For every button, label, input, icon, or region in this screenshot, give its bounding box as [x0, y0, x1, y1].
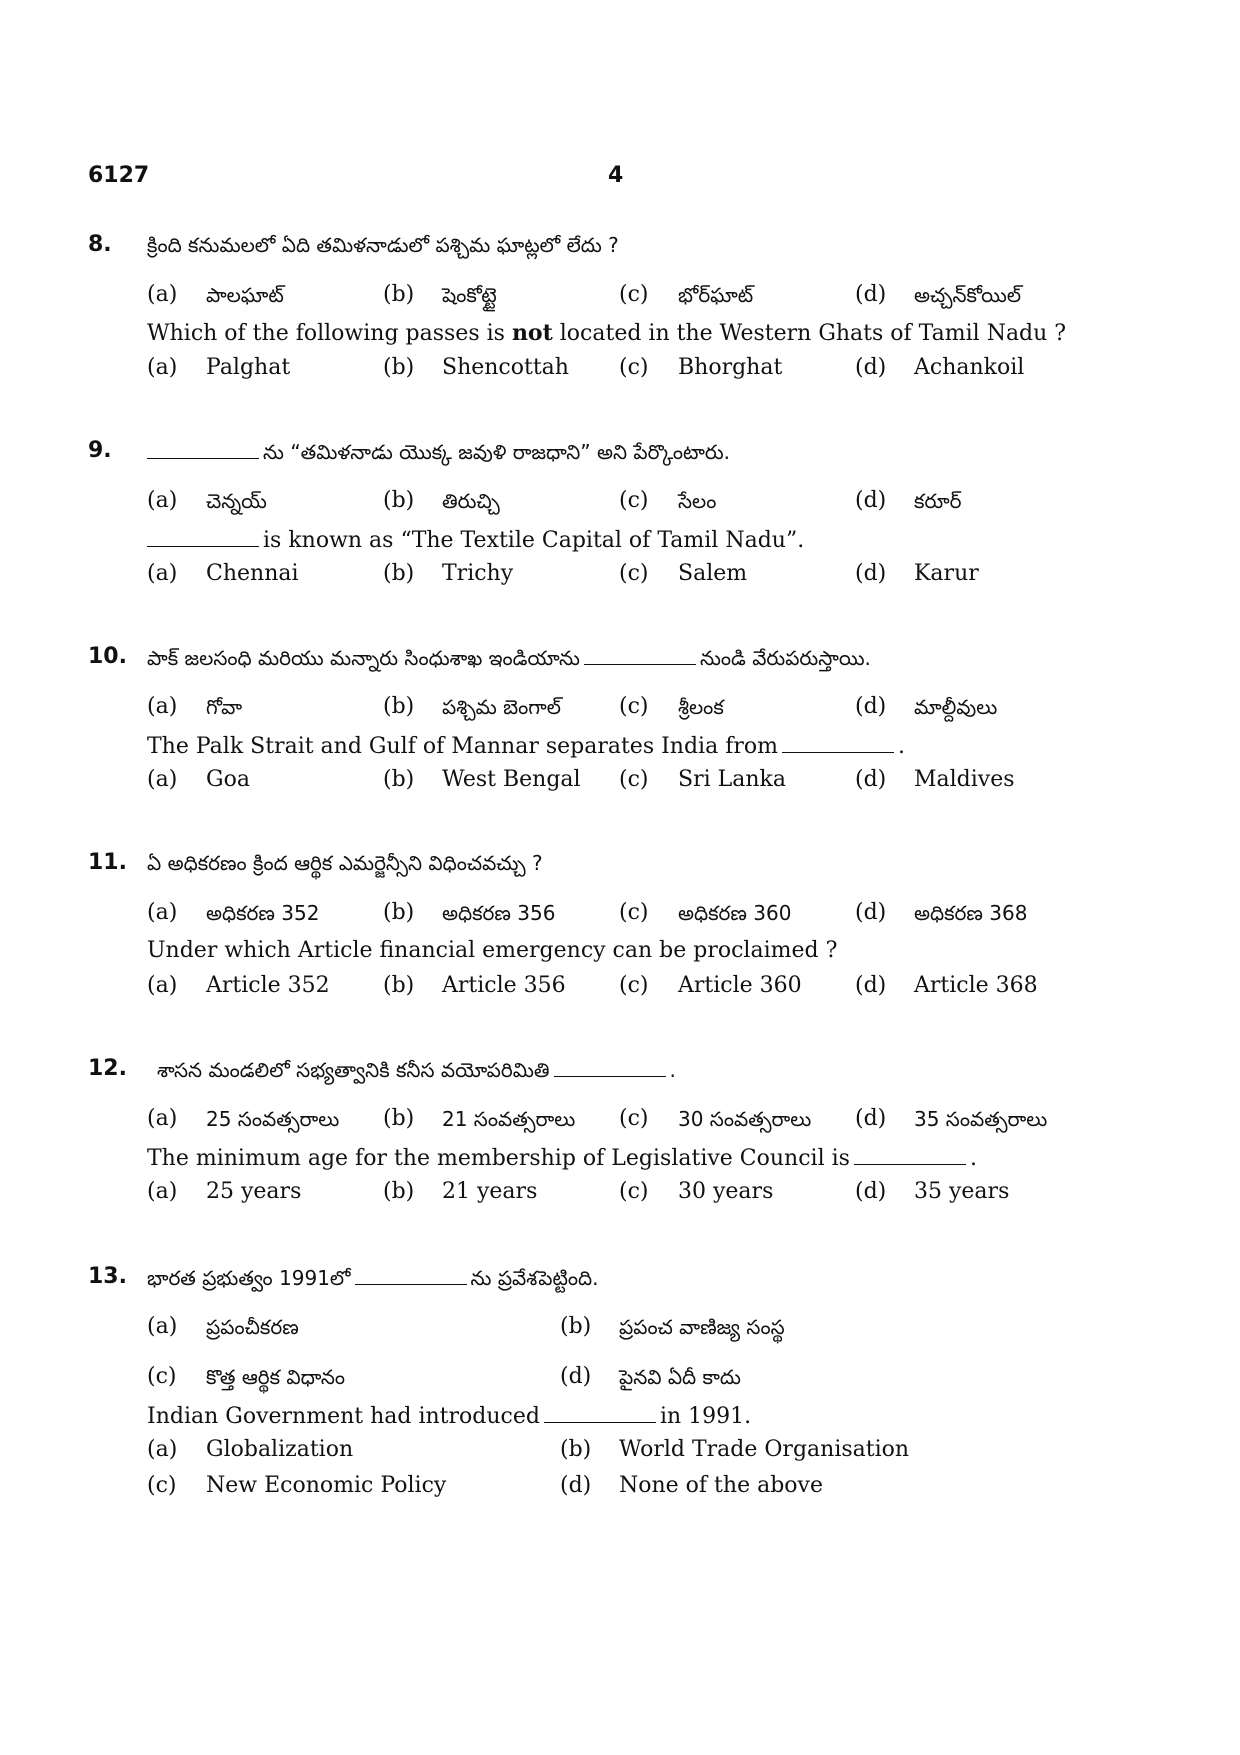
option-text: Achankoil	[914, 355, 1025, 380]
option-label: (d)	[855, 561, 887, 586]
option-text: పాలఘాట్	[206, 283, 284, 307]
option-label: (a)	[147, 561, 178, 586]
question-text-segment: not	[511, 320, 553, 346]
english-options-row	[0, 765, 1240, 795]
english-question	[147, 318, 1066, 349]
question-text-segment: The Palk Strait and Gulf of Mannar separates India from	[147, 734, 778, 759]
option-text: ప్రపంచీకరణ	[206, 1315, 299, 1339]
question-text-segment: Indian Government had introduced	[147, 1404, 540, 1429]
option-label: (d)	[855, 1179, 887, 1204]
option-label: (d)	[855, 488, 887, 513]
question-number: 13.	[88, 1264, 127, 1289]
option-text: చెన్నయ్	[206, 489, 267, 513]
option-label: (a)	[147, 1314, 178, 1339]
telugu-options-row	[0, 898, 1240, 928]
option-label: (d)	[855, 694, 887, 719]
option-text: Goa	[206, 767, 250, 792]
option-text: Shencottah	[442, 355, 569, 380]
english-question	[147, 730, 905, 762]
question-text-segment: .	[669, 1058, 676, 1082]
option-label: (b)	[383, 767, 415, 792]
option-label: (c)	[619, 561, 649, 586]
option-label: (b)	[560, 1437, 592, 1462]
question-text-segment: ను “తమిళనాడు యొక్క జవుళి రాజధాని” అని పేర్కొంటారు.	[263, 440, 730, 464]
telugu-options-row	[0, 692, 1240, 722]
option-text: కొత్త ఆర్థిక విధానం	[206, 1365, 346, 1389]
answer-blank	[147, 436, 259, 459]
telugu-question: ఏ అధికరణం క్రింద ఆర్థిక ఎమర్జెన్సీని విధించవచ్చు ?	[147, 851, 543, 875]
question-text-segment: The minimum age for the membership of Legislative Council is	[147, 1146, 850, 1171]
answer-blank	[782, 730, 894, 753]
question-text-segment: .	[897, 734, 905, 759]
telugu-options-row	[0, 280, 1240, 310]
option-label: (b)	[560, 1314, 592, 1339]
telugu-question	[147, 1262, 599, 1293]
option-label: (a)	[147, 973, 178, 998]
option-text: పైనవి ఏదీ కాదు	[619, 1365, 741, 1389]
english-options-row	[0, 559, 1240, 589]
option-label: (b)	[383, 900, 415, 925]
english-options-row	[0, 971, 1240, 1001]
option-text: పశ్చిమ బెంగాల్	[442, 695, 561, 719]
option-text: కరూర్	[914, 489, 962, 513]
paper-code: 6127	[88, 163, 150, 188]
telugu-question: క్రింది కనుమలలో ఏది తమిళనాడులో పశ్చిమ ఘాట్లలో లేదు ?	[147, 233, 619, 257]
option-label: (c)	[619, 1179, 649, 1204]
option-text: Article 360	[678, 973, 802, 998]
question-text-segment: located in the Western Ghats of Tamil Nadu ?	[552, 321, 1067, 346]
option-label: (b)	[383, 355, 415, 380]
option-label: (b)	[383, 1106, 415, 1131]
option-text: 30 సంవత్సరాలు	[678, 1107, 812, 1131]
english-options-row	[0, 353, 1240, 383]
question-text-segment: is known as “The Textile Capital of Tamil Nadu”.	[263, 528, 805, 553]
telugu-question	[147, 436, 730, 467]
option-label: (d)	[560, 1364, 592, 1389]
question-text-segment: Which of the following passes is	[147, 321, 512, 346]
option-label: (d)	[855, 900, 887, 925]
question-text-segment: in 1991.	[659, 1404, 752, 1429]
option-label: (d)	[855, 355, 887, 380]
option-label: (a)	[147, 1179, 178, 1204]
english-options-row-2	[0, 1471, 1240, 1501]
option-text: అధికరణ 368	[914, 901, 1028, 925]
option-text: తిరుచ్చి	[442, 489, 500, 513]
option-text: 25 సంవత్సరాలు	[206, 1107, 340, 1131]
question-number: 12.	[88, 1056, 127, 1081]
option-text: Sri Lanka	[678, 767, 786, 792]
option-text: సేలం	[678, 489, 717, 513]
option-text: Bhorghat	[678, 355, 783, 380]
option-text: Trichy	[442, 561, 514, 586]
option-text: Palghat	[206, 355, 291, 380]
option-label: (c)	[619, 355, 649, 380]
option-label: (c)	[147, 1473, 177, 1498]
option-text: అధికరణ 360	[678, 901, 792, 925]
question-number: 8.	[88, 232, 112, 257]
question-text-segment: నుండి వేరుపరుస్తాయి.	[699, 646, 871, 670]
option-text: గోవా	[206, 695, 243, 719]
option-label: (d)	[560, 1473, 592, 1498]
option-label: (a)	[147, 767, 178, 792]
question-number: 10.	[88, 644, 127, 669]
telugu-question	[157, 1054, 676, 1085]
answer-blank	[584, 642, 696, 665]
english-question	[147, 524, 804, 556]
option-text: Salem	[678, 561, 748, 586]
english-question: Under which Article financial emergency can be proclaimed ?	[147, 938, 838, 963]
option-text: అధికరణ 356	[442, 901, 556, 925]
option-text: Chennai	[206, 561, 299, 586]
option-label: (b)	[383, 488, 415, 513]
answer-blank	[854, 1142, 966, 1165]
option-label: (c)	[619, 282, 649, 307]
option-text: అధికరణ 352	[206, 901, 320, 925]
option-text: మాల్దీవులు	[914, 695, 998, 719]
question-text-segment: .	[969, 1146, 977, 1171]
option-label: (b)	[383, 282, 415, 307]
option-label: (c)	[619, 694, 649, 719]
option-text: ప్రపంచ వాణిజ్య సంస్థ	[619, 1315, 785, 1339]
option-text: 25 years	[206, 1179, 302, 1204]
telugu-options-row	[0, 486, 1240, 516]
option-label: (a)	[147, 694, 178, 719]
option-label: (c)	[619, 767, 649, 792]
question-text-segment: పాక్ జలసంధి మరియు మన్నారు సింధుశాఖ ఇండియాను	[147, 646, 580, 670]
option-text: 21 సంవత్సరాలు	[442, 1107, 576, 1131]
option-text: శ్రీలంక	[678, 695, 724, 719]
option-text: 30 years	[678, 1179, 774, 1204]
option-label: (b)	[383, 1179, 415, 1204]
telugu-question	[147, 642, 871, 673]
option-text: షెంకోట్టై	[442, 283, 497, 307]
option-text: Article 352	[206, 973, 330, 998]
telugu-options-row	[0, 1104, 1240, 1134]
option-label: (d)	[855, 1106, 887, 1131]
english-options-row-1	[0, 1435, 1240, 1465]
option-text: World Trade Organisation	[619, 1437, 910, 1462]
option-text: 21 years	[442, 1179, 538, 1204]
option-label: (a)	[147, 282, 178, 307]
option-label: (d)	[855, 767, 887, 792]
option-label: (b)	[383, 561, 415, 586]
option-label: (a)	[147, 900, 178, 925]
option-text: 35 years	[914, 1179, 1010, 1204]
question-number: 11.	[88, 850, 127, 875]
option-label: (c)	[147, 1364, 177, 1389]
option-text: New Economic Policy	[206, 1473, 447, 1498]
option-label: (b)	[383, 694, 415, 719]
option-label: (c)	[619, 1106, 649, 1131]
option-label: (a)	[147, 1106, 178, 1131]
answer-blank	[554, 1054, 666, 1077]
question-text-segment: శాసన మండలిలో సభ్యత్వానికి కనీస వయోపరిమితి	[157, 1058, 550, 1082]
english-options-row	[0, 1177, 1240, 1207]
option-text: Globalization	[206, 1437, 354, 1462]
telugu-options-row-2	[0, 1362, 1240, 1392]
answer-blank	[355, 1262, 467, 1285]
answer-blank	[544, 1400, 656, 1423]
option-label: (d)	[855, 282, 887, 307]
option-text: Article 356	[442, 973, 566, 998]
option-text: None of the above	[619, 1473, 823, 1498]
english-question	[147, 1142, 977, 1174]
option-label: (b)	[383, 973, 415, 998]
option-label: (d)	[855, 973, 887, 998]
option-text: Maldives	[914, 767, 1015, 792]
question-text-segment: భారత ప్రభుత్వం 1991లో	[147, 1266, 351, 1290]
question-text-segment: ను ప్రవేశపెట్టింది.	[470, 1266, 599, 1290]
option-text: అచ్చన్‌కోయిల్	[914, 283, 1022, 307]
option-text: Karur	[914, 561, 979, 586]
option-label: (a)	[147, 1437, 178, 1462]
option-label: (a)	[147, 488, 178, 513]
answer-blank	[147, 524, 259, 547]
option-text: West Bengal	[442, 767, 581, 792]
option-text: భోర్‌ఘాట్	[678, 283, 754, 307]
option-label: (a)	[147, 355, 178, 380]
page-number: 4	[608, 163, 624, 188]
option-text: 35 సంవత్సరాలు	[914, 1107, 1048, 1131]
option-text: Article 368	[914, 973, 1038, 998]
option-label: (c)	[619, 973, 649, 998]
option-label: (c)	[619, 488, 649, 513]
telugu-options-row-1	[0, 1312, 1240, 1342]
option-label: (c)	[619, 900, 649, 925]
english-question	[147, 1400, 751, 1432]
question-number: 9.	[88, 438, 112, 463]
